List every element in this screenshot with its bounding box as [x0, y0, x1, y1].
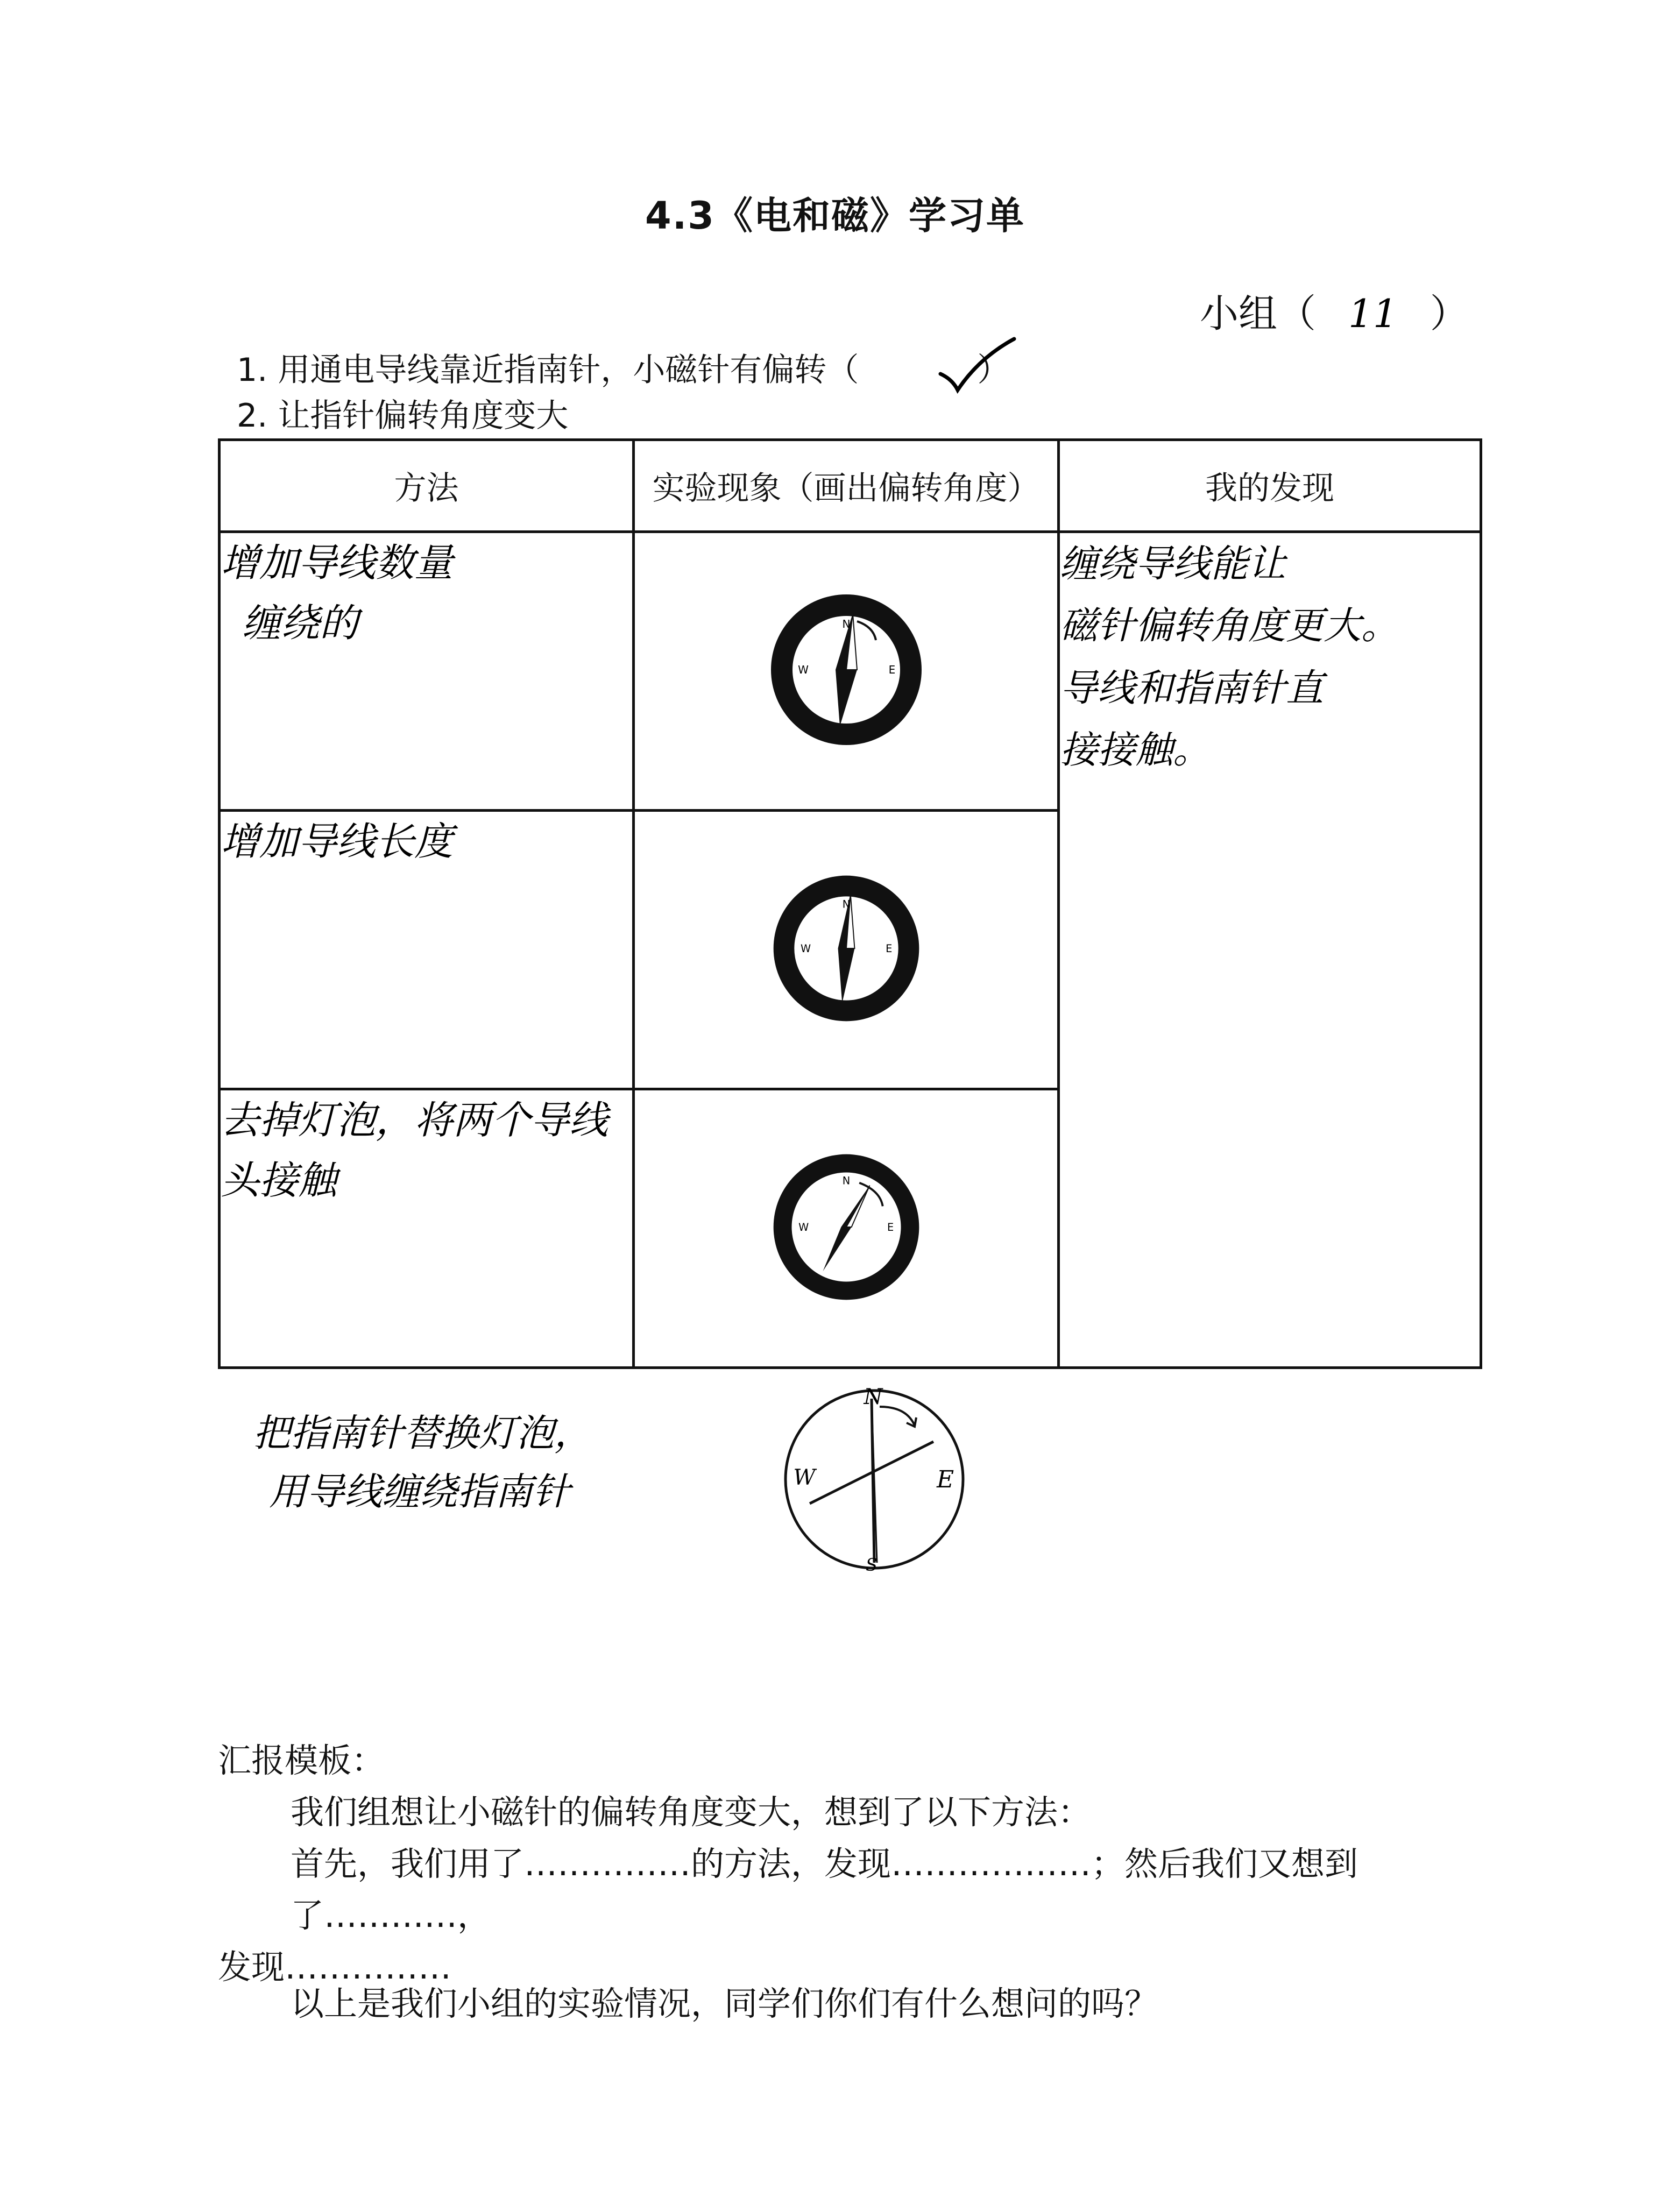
compass-cell	[634, 1089, 1059, 1367]
compass-icon	[768, 1149, 924, 1305]
hand-drawn-compass-icon	[777, 1382, 982, 1587]
compass-e-label: E	[887, 1221, 894, 1234]
extra-line: 把指南针替换灯泡，	[253, 1411, 592, 1455]
report-line: 发现……………	[218, 1947, 452, 1987]
method-cell	[220, 810, 634, 1089]
header-finding: 我的发现	[1059, 440, 1481, 532]
header-phenomenon: 实验现象（画出偏转角度）	[634, 440, 1059, 532]
finding-line: 磁针偏转角度更大。	[1060, 604, 1399, 648]
header-method: 方法	[220, 440, 634, 532]
question-1-close: ）	[977, 351, 1010, 389]
compass-cell	[634, 531, 1059, 810]
question-2: 2. 让指针偏转角度变大	[237, 397, 569, 435]
group-close: ）	[1430, 291, 1469, 336]
compass-icon	[766, 589, 927, 750]
compass-s-label: S	[866, 1555, 878, 1575]
question-1-text: 1. 用通电导线靠近指南针，小磁针有偏转（	[237, 351, 859, 389]
compass-e-label: E	[936, 1466, 954, 1493]
group-value: 11	[1348, 291, 1398, 336]
report-heading: 汇报模板：	[218, 1741, 385, 1780]
extra-method	[253, 1404, 592, 1521]
group-number	[1200, 282, 1469, 338]
method-cell	[220, 531, 634, 810]
report-line: 我们组想让小磁针的偏转角度变大，想到了以下方法：	[291, 1792, 1092, 1832]
group-label: 小组（	[1200, 291, 1317, 336]
compass-cell	[634, 810, 1059, 1089]
compass-n-label: N	[864, 1385, 883, 1409]
finding-line: 导线和指南针直	[1060, 665, 1324, 710]
method-line: 头接触	[221, 1157, 337, 1203]
method-line: 去掉灯泡，将两个导线	[221, 1097, 608, 1143]
finding-cell	[1059, 531, 1481, 1367]
report-closing: 以上是我们小组的实验情况，同学们你们有什么想问的吗？	[291, 1984, 1158, 2023]
compass-n-label: N	[842, 618, 850, 631]
question-1	[237, 344, 1009, 391]
table-row	[220, 531, 1481, 810]
page-title: 4.3《电和磁》学习单	[645, 194, 1025, 238]
compass-n-label: N	[842, 1175, 850, 1188]
method-cell	[220, 1089, 634, 1367]
compass-e-label: E	[888, 663, 895, 677]
report-line: 首先，我们用了……………的方法，发现………………；然后我们又想到了…………，	[291, 1844, 1358, 1936]
checkmark-icon	[936, 336, 1017, 395]
table-header-row	[220, 440, 1481, 532]
finding-line: 缠绕导线能让	[1060, 541, 1286, 586]
method-line: 缠绕的	[242, 600, 359, 646]
compass-w-label: W	[793, 1465, 816, 1490]
report-template	[218, 1735, 1509, 1993]
compass-icon	[768, 870, 924, 1026]
experiment-table	[218, 438, 1482, 1369]
compass-w-label: W	[800, 942, 811, 955]
compass-e-label: E	[885, 942, 892, 955]
finding-line: 接接触。	[1060, 728, 1211, 772]
compass-w-label: W	[797, 663, 809, 677]
extra-line: 用导线缠绕指南针	[269, 1469, 570, 1514]
method-line: 增加导线长度	[221, 818, 454, 864]
compass-n-label: N	[842, 898, 850, 911]
method-line: 增加导线数量	[221, 540, 454, 585]
compass-w-label: W	[798, 1221, 809, 1234]
